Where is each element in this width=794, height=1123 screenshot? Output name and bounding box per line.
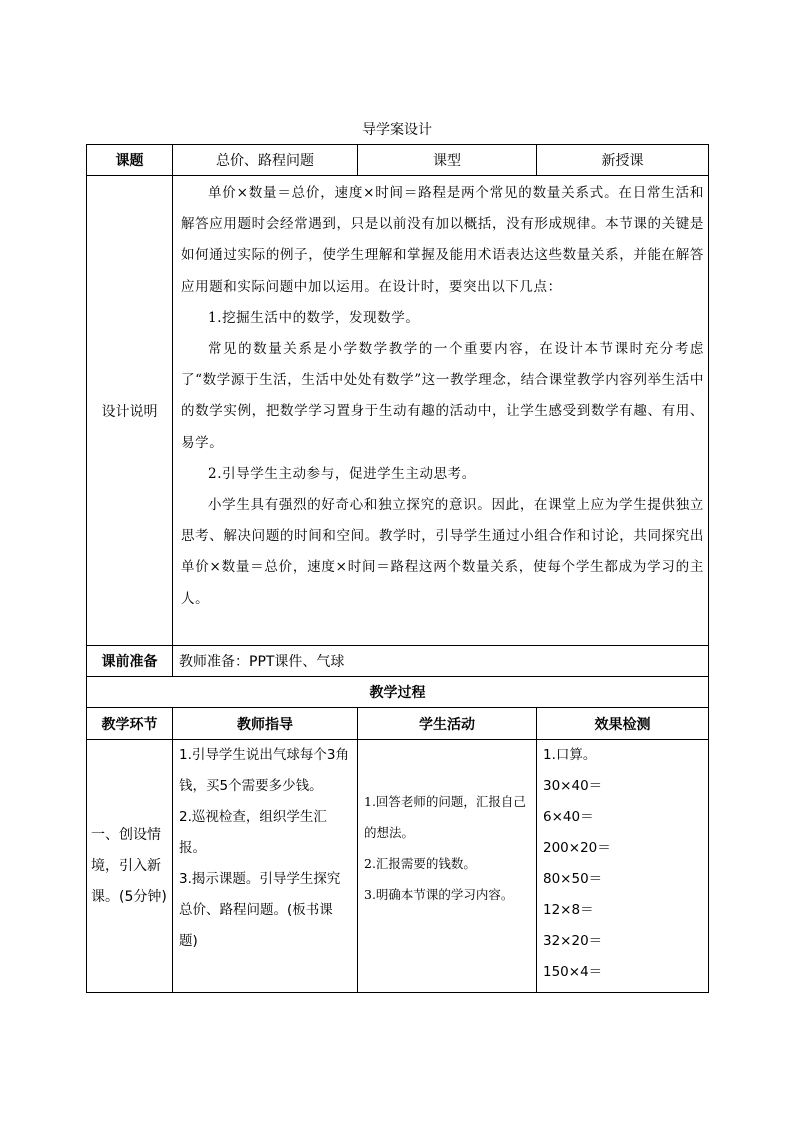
teacher-step: 2.巡视检查，组织学生汇报。 xyxy=(179,809,327,856)
process-columns-row xyxy=(87,708,709,740)
design-paragraph: 1.挖掘生活中的数学，发现数学。 xyxy=(208,309,420,326)
column-teacher: 教师指导 xyxy=(173,708,358,740)
prep-row xyxy=(87,646,709,677)
column-stage: 教学环节 xyxy=(87,708,173,740)
check-line: 200×20＝ xyxy=(543,840,611,856)
design-label: 设计说明 xyxy=(87,176,173,646)
doc-title: 导学案设计 xyxy=(362,122,432,138)
check-line: 6×40＝ xyxy=(543,809,594,825)
teacher-cell xyxy=(173,740,358,993)
design-paragraph: 小学生具有强烈的好奇心和独立探究的意识。因此，在课堂上应为学生提供独立思考、解决问题的时间和空间。教学时，引导学生通过小组合作和讨论，共同探究出单价×数量＝总价，速度×时间＝路程这两个数量关系，使每个学生都成为学习的主人。 xyxy=(181,497,704,607)
topic-value: 总价、路程问题 xyxy=(173,145,358,176)
check-line: 1.口算。 xyxy=(543,747,597,763)
check-line: 32×20＝ xyxy=(543,933,603,949)
type-value: 新授课 xyxy=(537,145,709,176)
header-row xyxy=(87,145,709,176)
prep-value: 教师准备：PPT课件、气球 xyxy=(173,646,709,677)
check-cell xyxy=(537,740,709,993)
teacher-step: 3.揭示课题。引导学生探究总价、路程问题。(板书课题) xyxy=(179,871,341,949)
student-step: 1.回答老师的问题，汇报自己的想法。 xyxy=(364,794,526,840)
design-paragraph: 常见的数量关系是小学数学教学的一个重要内容，在设计本节课时充分考虑了“数学源于生活，生活中处处有数学”这一教学理念，结合课堂教学内容列举生活中的数学实例，把数学学习置身于生动有趣的活动中，让学生感受到数学有趣、有用、易学。 xyxy=(181,341,704,451)
check-line: 80×50＝ xyxy=(543,871,603,887)
check-line: 30×40＝ xyxy=(543,778,603,794)
design-paragraph: 单价×数量＝总价，速度×时间＝路程是两个常见的数量关系式。在日常生活和解答应用题时会经常遇到，只是以前没有加以概括，没有形成规律。本节课的关键是如何通过实际的例子，使学生理解和掌握及能用术语表达这些数量关系，并能在解答应用题和实际问题中加以运用。在设计时，要突出以下几点： xyxy=(181,185,704,295)
design-row xyxy=(87,176,709,646)
check-line: 12×8＝ xyxy=(543,902,594,918)
design-paragraph: 2.引导学生主动参与，促进学生主动思考。 xyxy=(208,465,476,482)
prep-label: 课前准备 xyxy=(87,646,173,677)
student-step: 3.明确本节课的学习内容。 xyxy=(364,887,514,902)
column-check: 效果检测 xyxy=(537,708,709,740)
topic-label: 课题 xyxy=(87,145,173,176)
lesson-plan-table xyxy=(86,144,709,993)
design-text xyxy=(173,176,709,646)
student-step: 2.汇报需要的钱数。 xyxy=(364,856,476,871)
process-heading-row xyxy=(87,677,709,708)
teacher-step: 1.引导学生说出气球每个3角钱，买5个需要多少钱。 xyxy=(179,747,349,794)
check-line: 150×4＝ xyxy=(543,964,603,980)
student-cell xyxy=(358,740,537,993)
process-row xyxy=(87,740,709,993)
stage-cell: 一、创设情境，引入新课。(5分钟) xyxy=(87,740,173,993)
type-label: 课型 xyxy=(358,145,537,176)
column-student: 学生活动 xyxy=(358,708,537,740)
process-heading: 教学过程 xyxy=(87,677,709,708)
